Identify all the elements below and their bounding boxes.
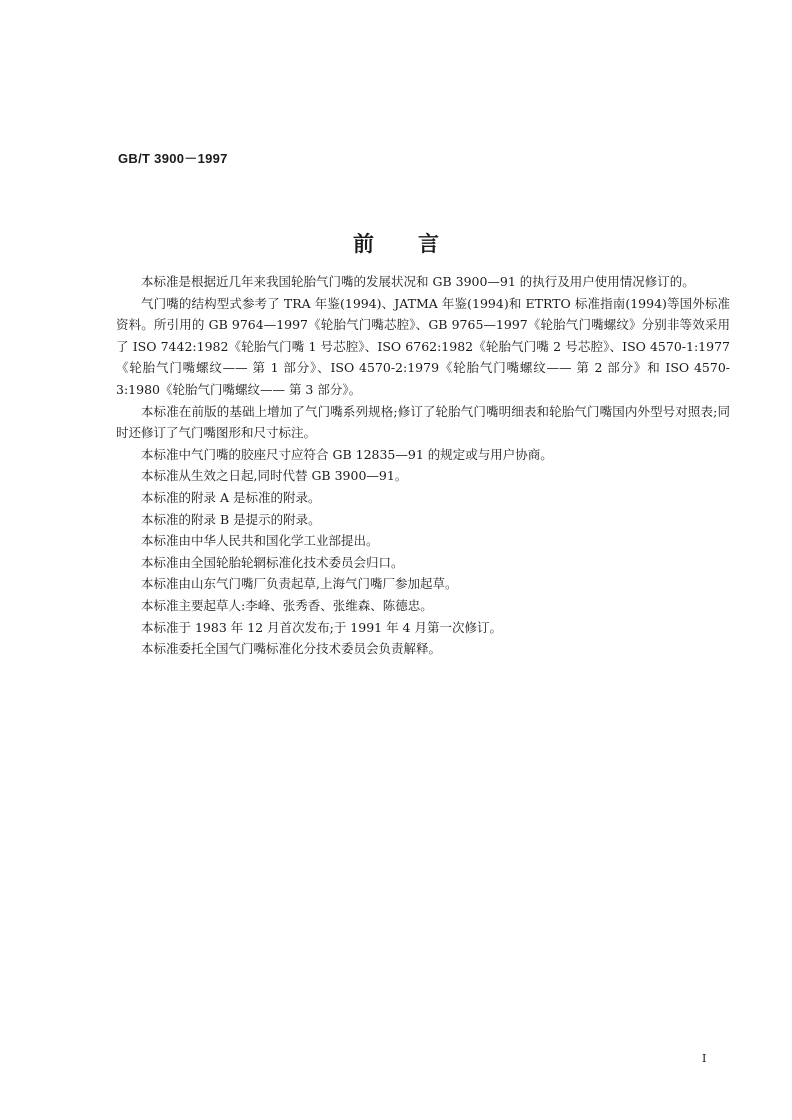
paragraph: 本标准委托全国气门嘴标准化分技术委员会负责解释。 bbox=[141, 641, 442, 657]
page-title: 前言 bbox=[353, 232, 483, 256]
paragraph: 本标准由山东气门嘴厂负责起草,上海气门嘴厂参加起草。 bbox=[141, 576, 458, 592]
paragraph: 本标准是根据近几年来我国轮胎气门嘴的发展状况和 GB 3900—91 的执行及用户使用情况修订的。 bbox=[141, 274, 695, 289]
paragraph: 本标准的附录 B 是提示的附录。 bbox=[141, 511, 321, 527]
paragraph: 本标准主要起草人:李峰、张秀香、张维森、陈德忠。 bbox=[141, 597, 433, 613]
paragraph: 本标准的附录 A 是标准的附录。 bbox=[141, 489, 321, 505]
page-number: I bbox=[702, 1052, 707, 1065]
paragraph: 本标准于 1983 年 12 月首次发布;于 1991 年 4 月第一次修订。 bbox=[141, 619, 502, 635]
paragraph: 本标准在前版的基础上增加了气门嘴系列规格;修订了轮胎气门嘴明细表和轮胎气门嘴国内外型号对照表;同时还修订了气门嘴图形和尺寸标注。 bbox=[116, 403, 730, 441]
standard-code: GB/T 3900－1997 bbox=[118, 151, 228, 166]
paragraph: 气门嘴的结构型式参考了 TRA 年鉴(1994)、JATMA 年鉴(1994)和 ETRTO 标准指南(1994)等国外标准资料。所引用的 GB 9764—1997《轮胎气门嘴芯腔》、GB 9765—1997《轮胎气门嘴螺纹》分别非等效采用了 ISO 7442:1982《轮胎气门嘴 1 号芯腔》、ISO 6762:1982《轮胎气门嘴 2 号芯腔》、ISO 4570-1:1977《轮胎气门嘴螺纹—— 第 1 部分》、ISO 4570-2:1979《轮胎气门嘴螺纹—— 第 2 部分》和 ISO 4570-3:1980《轮胎气门嘴螺纹—— 第 3 部分》。 bbox=[116, 295, 730, 397]
foreword-body bbox=[116, 271, 730, 660]
paragraph: 本标准由全国轮胎轮辋标准化技术委员会归口。 bbox=[141, 554, 404, 570]
paragraph: 本标准从生效之日起,同时代替 GB 3900—91。 bbox=[141, 468, 408, 484]
paragraph: 本标准中气门嘴的胶座尺寸应符合 GB 12835—91 的规定或与用户协商。 bbox=[141, 446, 553, 462]
paragraph: 本标准由中华人民共和国化学工业部提出。 bbox=[141, 533, 379, 549]
